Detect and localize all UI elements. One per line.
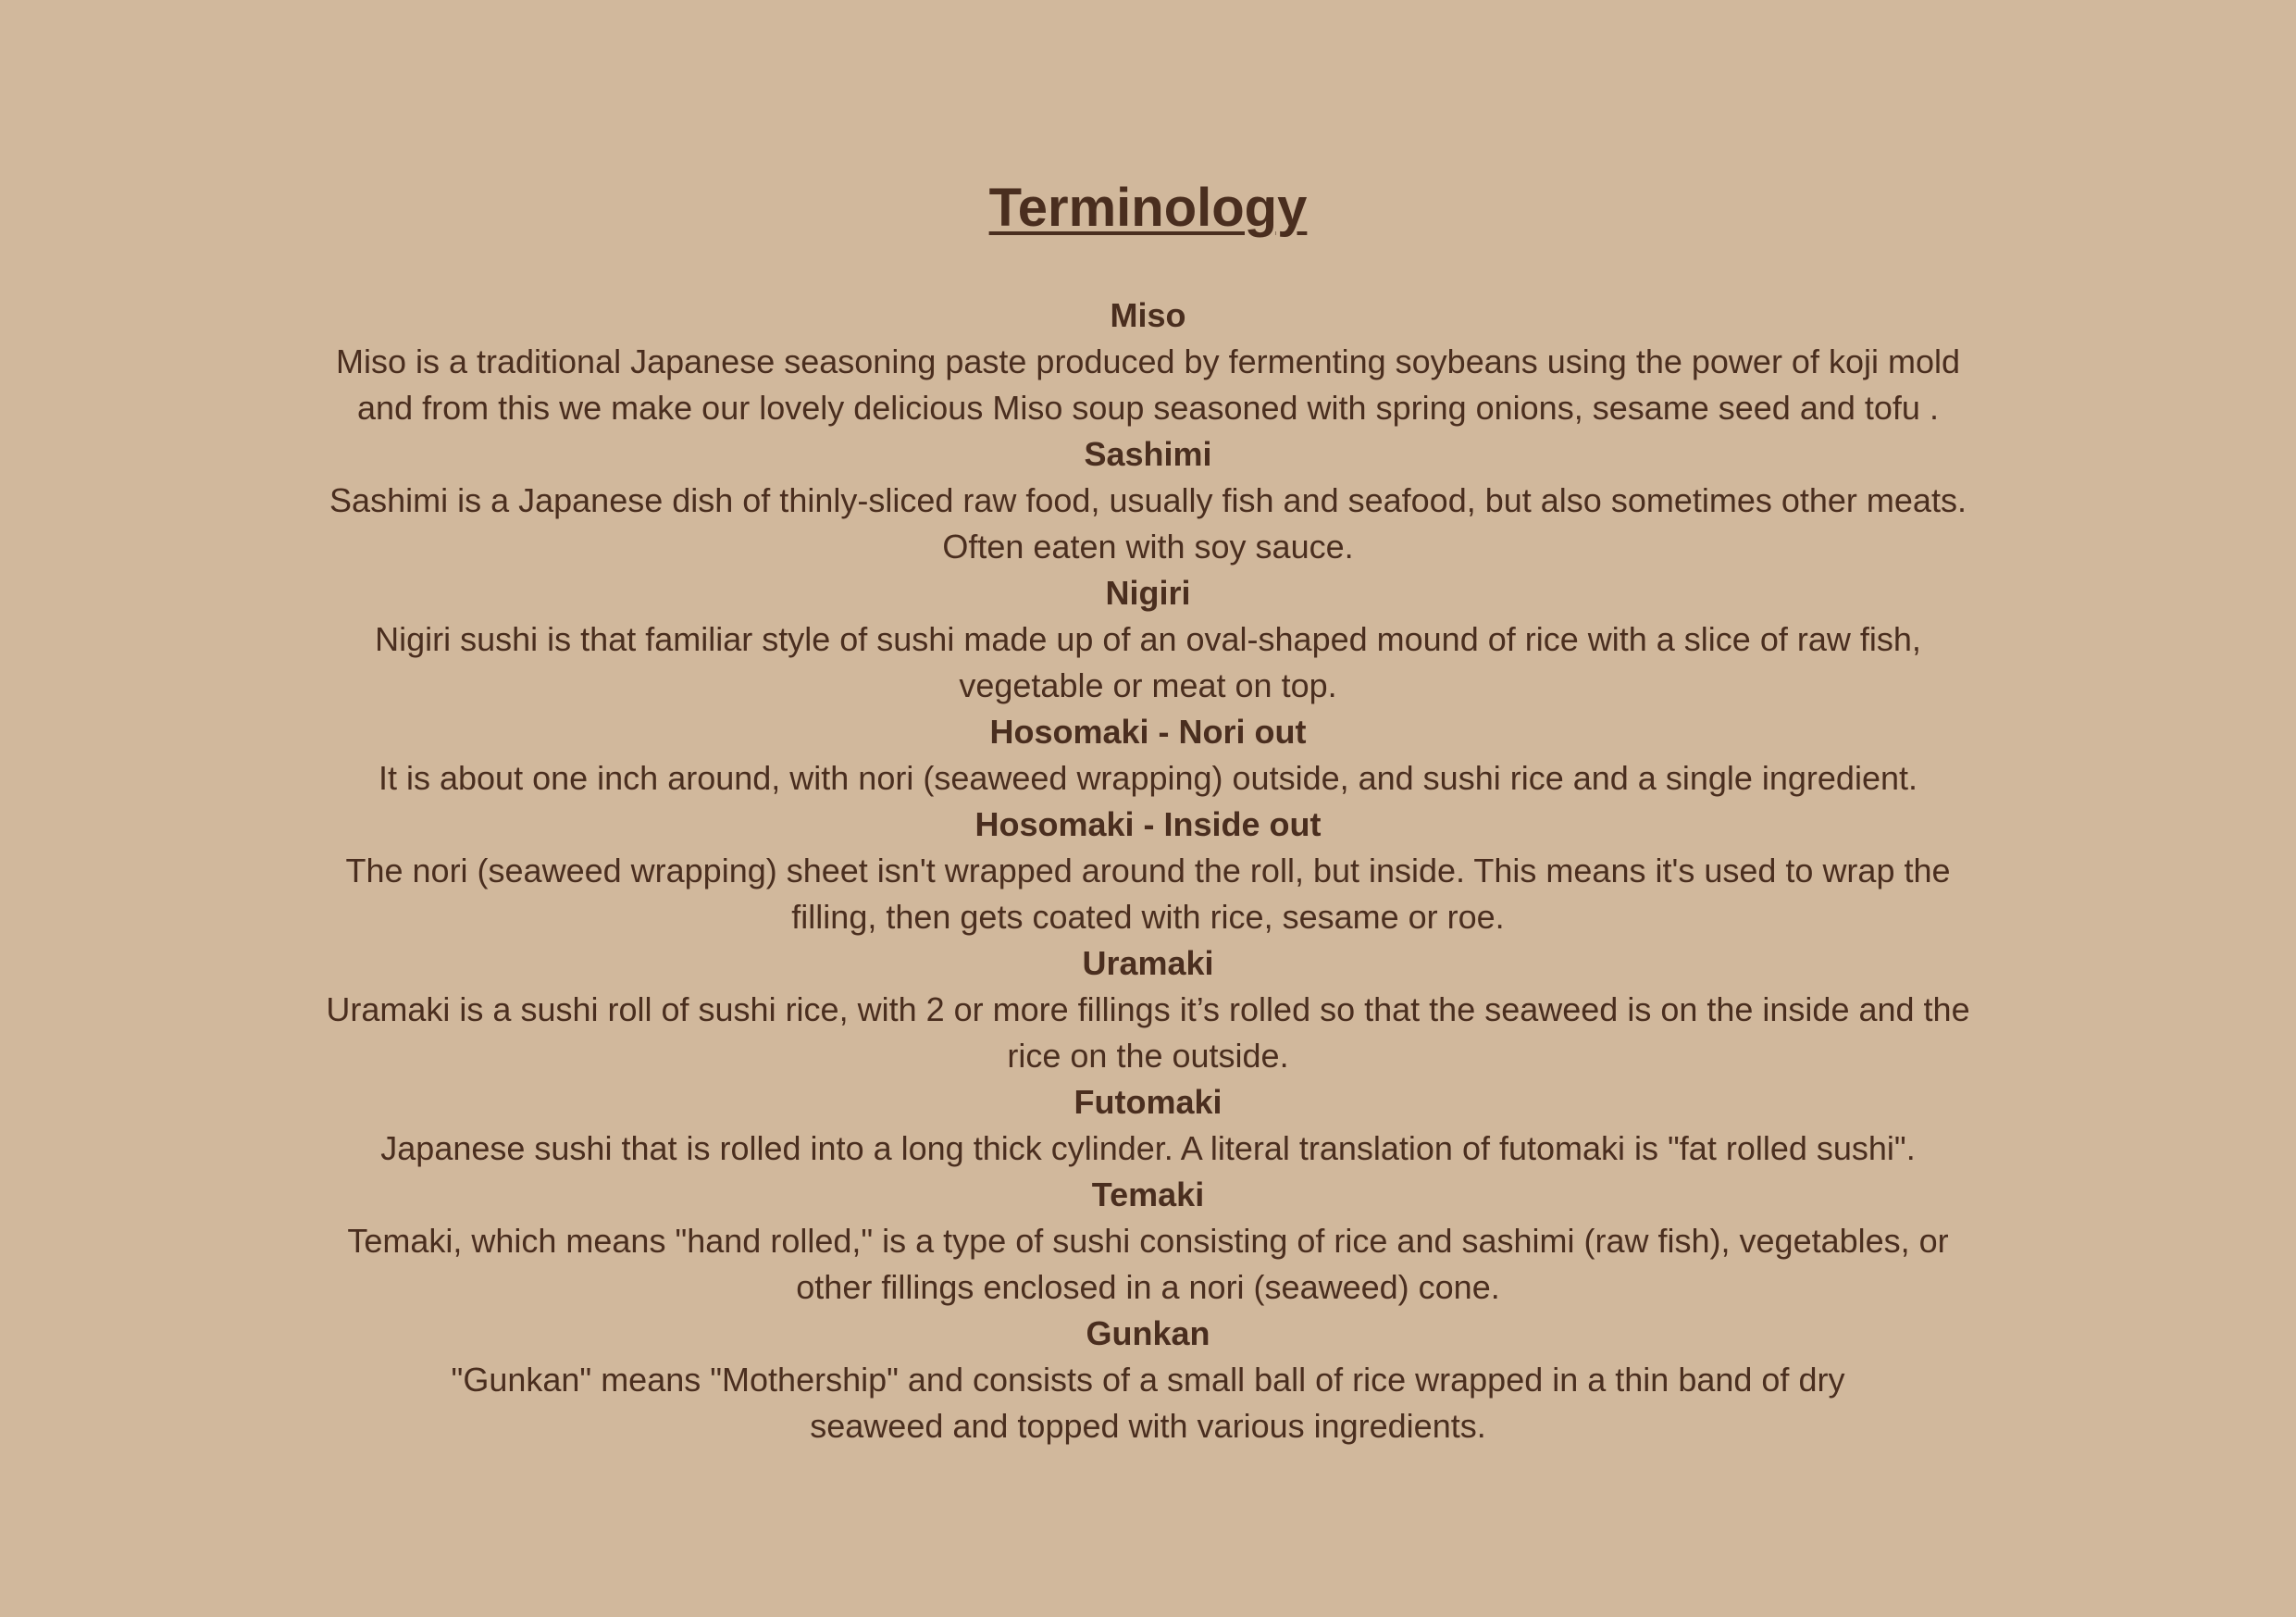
description-line: rice on the outside.	[1007, 1036, 1289, 1075]
term-heading: Hosomaki - Inside out	[974, 804, 1322, 843]
term-description	[288, 616, 2009, 709]
term-heading: Sashimi	[1084, 434, 1212, 473]
term-description	[288, 1218, 2009, 1311]
term-description	[288, 755, 2009, 802]
term-description	[288, 339, 2009, 431]
description-line: Sashimi is a Japanese dish of thinly-sliced raw food, usually fish and seafood, but also sometimes other meats.	[329, 480, 1967, 519]
term-description	[288, 1126, 2009, 1172]
term-heading: Nigiri	[1105, 573, 1191, 612]
page-title: Terminology	[988, 178, 1308, 238]
description-line: The nori (seaweed wrapping) sheet isn't wrapped around the roll, but inside. This means it's used to wrap the	[345, 851, 1951, 889]
term-description	[288, 478, 2009, 570]
term-uramaki	[269, 940, 2028, 1079]
term-heading: Futomaki	[1074, 1082, 1222, 1121]
term-heading: Gunkan	[1086, 1313, 1210, 1352]
term-futomaki	[269, 1079, 2028, 1172]
term-description	[288, 1357, 2009, 1449]
description-line: Miso is a traditional Japanese seasoning paste produced by fermenting soybeans using the power of koji mold	[335, 342, 1961, 380]
term-heading: Uramaki	[1082, 943, 1214, 982]
description-line: It is about one inch around, with nori (seaweed wrapping) outside, and sushi rice and a single ingredient.	[378, 758, 1917, 797]
terms-list	[269, 292, 2028, 1449]
term-miso	[269, 292, 2028, 431]
description-line: Often eaten with soy sauce.	[942, 527, 1354, 566]
term-description	[288, 987, 2009, 1079]
description-line: Uramaki is a sushi roll of sushi rice, with 2 or more fillings it’s rolled so that the seaweed is on the inside and the	[326, 989, 1970, 1028]
description-line: seaweed and topped with various ingredients.	[810, 1406, 1486, 1445]
term-description	[288, 848, 2009, 940]
description-line: "Gunkan" means "Mothership" and consists of a small ball of rice wrapped in a thin band of dry	[451, 1360, 1845, 1399]
description-line: and from this we make our lovely delicious Miso soup seasoned with spring onions, sesame seed and tofu .	[357, 388, 1939, 427]
term-heading: Miso	[1110, 295, 1186, 334]
description-line: filling, then gets coated with rice, sesame or roe.	[791, 897, 1505, 936]
description-line: Nigiri sushi is that familiar style of sushi made up of an oval-shaped mound of rice with a slice of raw fish,	[375, 619, 1921, 658]
term-hosomaki-nori-out	[269, 709, 2028, 802]
term-temaki	[269, 1172, 2028, 1311]
description-line: other fillings enclosed in a nori (seaweed) cone.	[796, 1267, 1500, 1306]
term-heading: Temaki	[1091, 1175, 1205, 1213]
term-hosomaki-inside-out	[269, 802, 2028, 940]
term-heading: Hosomaki - Nori out	[989, 712, 1307, 751]
description-line: Temaki, which means "hand rolled," is a type of sushi consisting of rice and sashimi (raw fish), vegetables, or	[347, 1221, 1949, 1260]
description-line: vegetable or meat on top.	[959, 665, 1337, 704]
term-gunkan	[269, 1311, 2028, 1449]
term-nigiri	[269, 570, 2028, 709]
term-sashimi	[269, 431, 2028, 570]
description-line: Japanese sushi that is rolled into a long thick cylinder. A literal translation of futomaki is "fat rolled sushi".	[380, 1128, 1916, 1167]
